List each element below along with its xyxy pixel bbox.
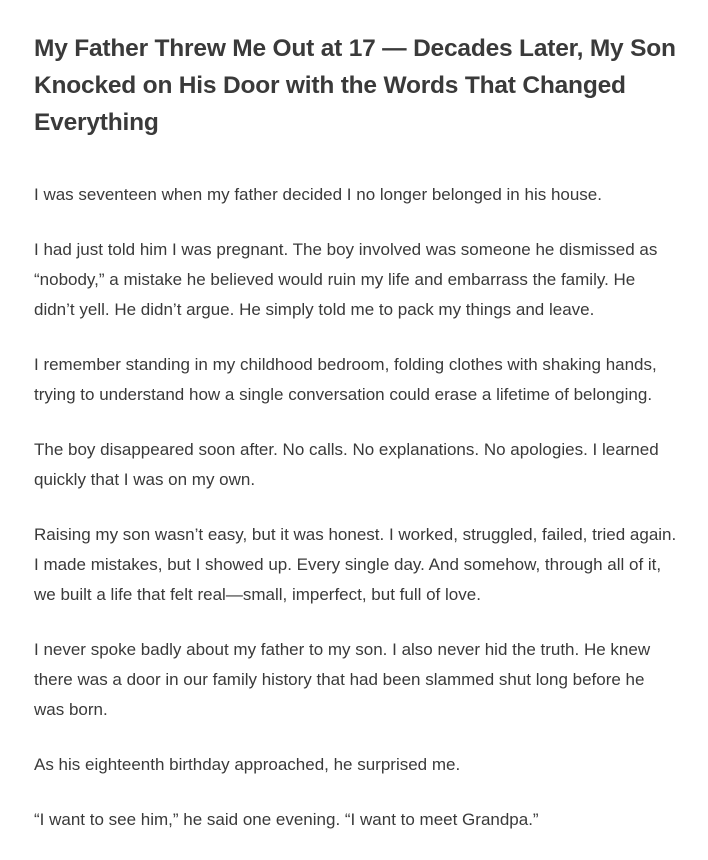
article-body [34,180,679,835]
paragraph: I had just told him I was pregnant. The boy involved was someone he dismissed as “nobody,” a mistake he believed would ruin my life and embarrass the family. He didn’t yell. He didn’t argue. He simply told me to pack my things and leave. [34,240,658,319]
paragraph: “I want to see him,” he said one evening. “I want to meet Grandpa.” [34,810,539,829]
paragraph: I never spoke badly about my father to my son. I also never hid the truth. He knew there was a door in our family history that had been slammed shut long before he was born. [34,640,651,719]
paragraph: As his eighteenth birthday approached, he surprised me. [34,755,461,774]
paragraph: The boy disappeared soon after. No calls. No explanations. No apologies. I learned quickly that I was on my own. [34,440,659,489]
paragraph: I was seventeen when my father decided I no longer belonged in his house. [34,185,602,204]
article [34,30,679,860]
article-title: My Father Threw Me Out at 17 — Decades Later, My Son Knocked on His Door with the Words That Changed Everything [34,35,676,136]
paragraph: Raising my son wasn’t easy, but it was honest. I worked, struggled, failed, tried again. I made mistakes, but I showed up. Every single day. And somehow, through all of it, we built a life that felt real—small, imperfect, but full of love. [34,525,677,604]
paragraph: I remember standing in my childhood bedroom, folding clothes with shaking hands, trying to understand how a single conversation could erase a lifetime of belonging. [34,355,657,404]
